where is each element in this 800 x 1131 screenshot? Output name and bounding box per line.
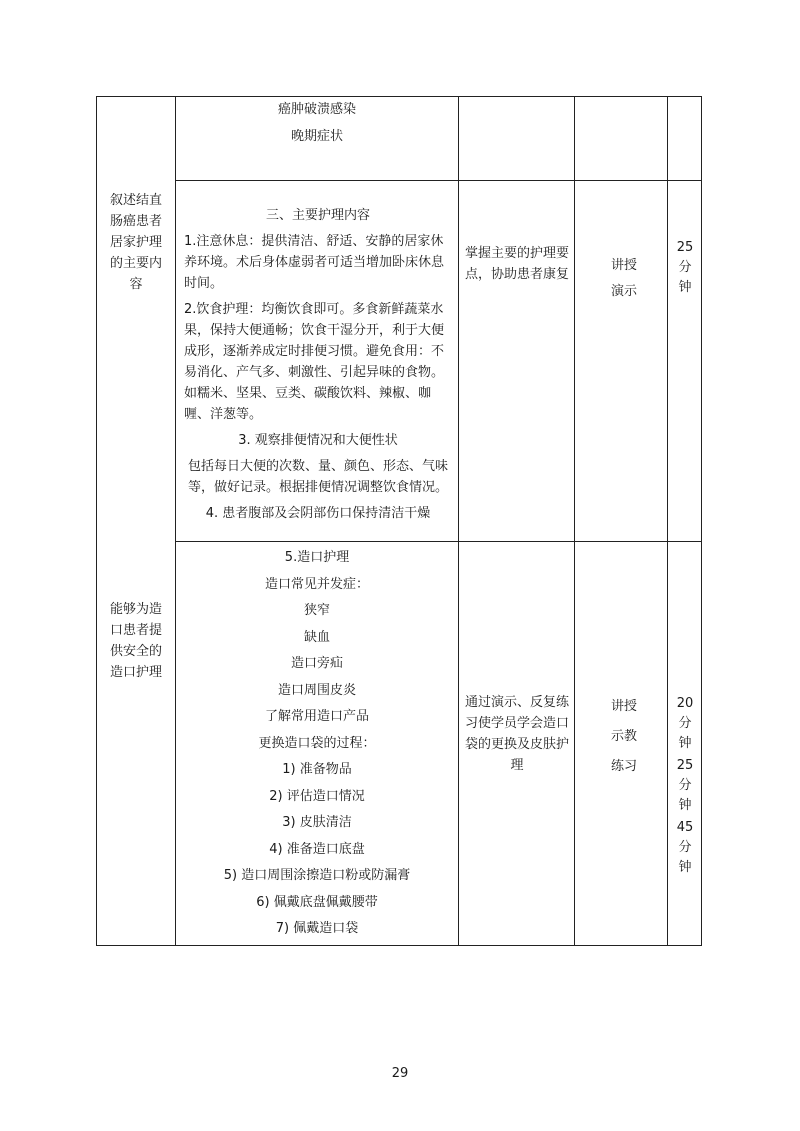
stoma-step: 4) 准备造口底盘 — [269, 841, 365, 857]
stoma-line: 更换造口袋的过程： — [258, 735, 376, 751]
care-paragraph-record: 包括每日大便的次数、量、颜色、形态、气味等，做好记录。根据排便情况调整饮食情况。 — [187, 459, 448, 495]
time-unit: 钟 — [678, 860, 692, 875]
objective-line: 造口护理 — [109, 665, 162, 680]
time-value: 20 — [676, 696, 694, 711]
time-value: 45 — [676, 820, 694, 835]
care-paragraph-observe: 3. 观察排便情况和大便性状 — [238, 433, 398, 448]
objective-line: 能够为造 — [109, 602, 162, 617]
care-heading: 三、主要护理内容 — [265, 208, 370, 223]
content-line: 癌肿破溃感染 — [277, 102, 356, 117]
care-paragraph-diet: 2.饮食护理：均衡饮食即可。多食新鲜蔬菜水果，保持大便通畅；饮食干湿分开，利于大便成形，逐渐养成定时排便习惯。避免食用：不易消化、产气多、刺激性、引起异味的食物。如糯米、坚果、豆类、碳酸饮料、辣椒、咖喱、洋葱等。 — [184, 302, 445, 422]
stoma-goal-cell: 通过演示、反复练习使学员学会造口袋的更换及皮肤护理 — [464, 695, 569, 773]
care-goal-cell: 掌握主要的护理要点，协助患者康复 — [465, 246, 570, 282]
method-label: 讲授 — [610, 258, 637, 273]
col-sep-3 — [574, 96, 575, 946]
time-value: 25 — [676, 240, 694, 255]
content-line: 晚期症状 — [290, 129, 343, 144]
stoma-line: 了解常用造口产品 — [264, 709, 369, 724]
objective-cell-1 — [100, 190, 172, 295]
time-block — [670, 756, 700, 816]
top-content-cell — [182, 96, 452, 150]
care-paragraph-wound: 4. 患者腹部及会阴部伤口保持清洁干燥 — [205, 506, 431, 521]
table-bottom-border — [96, 945, 702, 946]
stoma-step: 6) 佩戴底盘佩戴腰带 — [256, 894, 378, 910]
stoma-line: 5.造口护理 — [284, 550, 350, 565]
stoma-step: 3) 皮肤清洁 — [282, 815, 352, 830]
time-unit: 钟 — [678, 736, 692, 751]
time-unit: 分 — [678, 260, 692, 275]
stoma-step: 2) 评估造口情况 — [269, 788, 365, 804]
time-value: 25 — [676, 758, 694, 773]
objective-line: 肠癌患者 — [109, 214, 162, 229]
stoma-line: 造口旁疝 — [290, 656, 343, 671]
time-unit: 钟 — [678, 280, 692, 295]
objective-line: 供安全的 — [109, 644, 162, 659]
stoma-content-cell — [182, 545, 452, 943]
care-methods-cell — [578, 253, 670, 305]
objective-line: 的主要内 — [109, 256, 162, 271]
care-paragraph-rest: 1.注意休息：提供清洁、舒适、安静的居家休养环境。术后身体虚弱者可适当增加卧床休息时间。 — [184, 234, 445, 291]
stoma-methods-cell — [578, 692, 670, 782]
stoma-time-cell — [670, 694, 700, 878]
time-unit: 分 — [678, 716, 692, 731]
care-time-cell — [670, 238, 700, 298]
table-left-border — [96, 96, 97, 946]
method-label: 练习 — [610, 759, 637, 774]
page-number: 29 — [391, 1066, 409, 1081]
objective-cell-2 — [100, 599, 172, 683]
time-unit: 分 — [678, 778, 692, 793]
stoma-step: 7) 佩戴造口袋 — [275, 921, 359, 936]
stoma-line: 造口周围皮炎 — [277, 682, 356, 698]
objective-line: 叙述结直 — [109, 193, 162, 208]
row-sep-1 — [175, 180, 702, 181]
row-sep-2 — [175, 541, 702, 542]
method-label: 示教 — [610, 729, 637, 744]
method-label: 讲授 — [610, 699, 637, 714]
objective-line: 居家护理 — [109, 235, 162, 250]
col-sep-2 — [458, 96, 459, 946]
col-sep-4 — [667, 96, 668, 946]
stoma-line: 缺血 — [303, 629, 330, 645]
objective-line: 容 — [129, 277, 143, 292]
care-content-cell — [184, 205, 452, 529]
stoma-line: 造口常见并发症： — [264, 576, 369, 592]
method-label: 演示 — [610, 284, 637, 299]
time-block — [670, 694, 700, 754]
time-block — [670, 818, 700, 878]
stoma-step: 5) 造口周围涂擦造口粉或防漏膏 — [223, 868, 411, 883]
stoma-line: 狭窄 — [303, 603, 330, 618]
col-sep-1 — [175, 96, 176, 946]
objective-line: 口患者提 — [109, 623, 162, 638]
stoma-step: 1) 准备物品 — [282, 762, 352, 777]
table-right-border — [701, 96, 702, 946]
time-unit: 分 — [678, 840, 692, 855]
time-unit: 钟 — [678, 798, 692, 813]
